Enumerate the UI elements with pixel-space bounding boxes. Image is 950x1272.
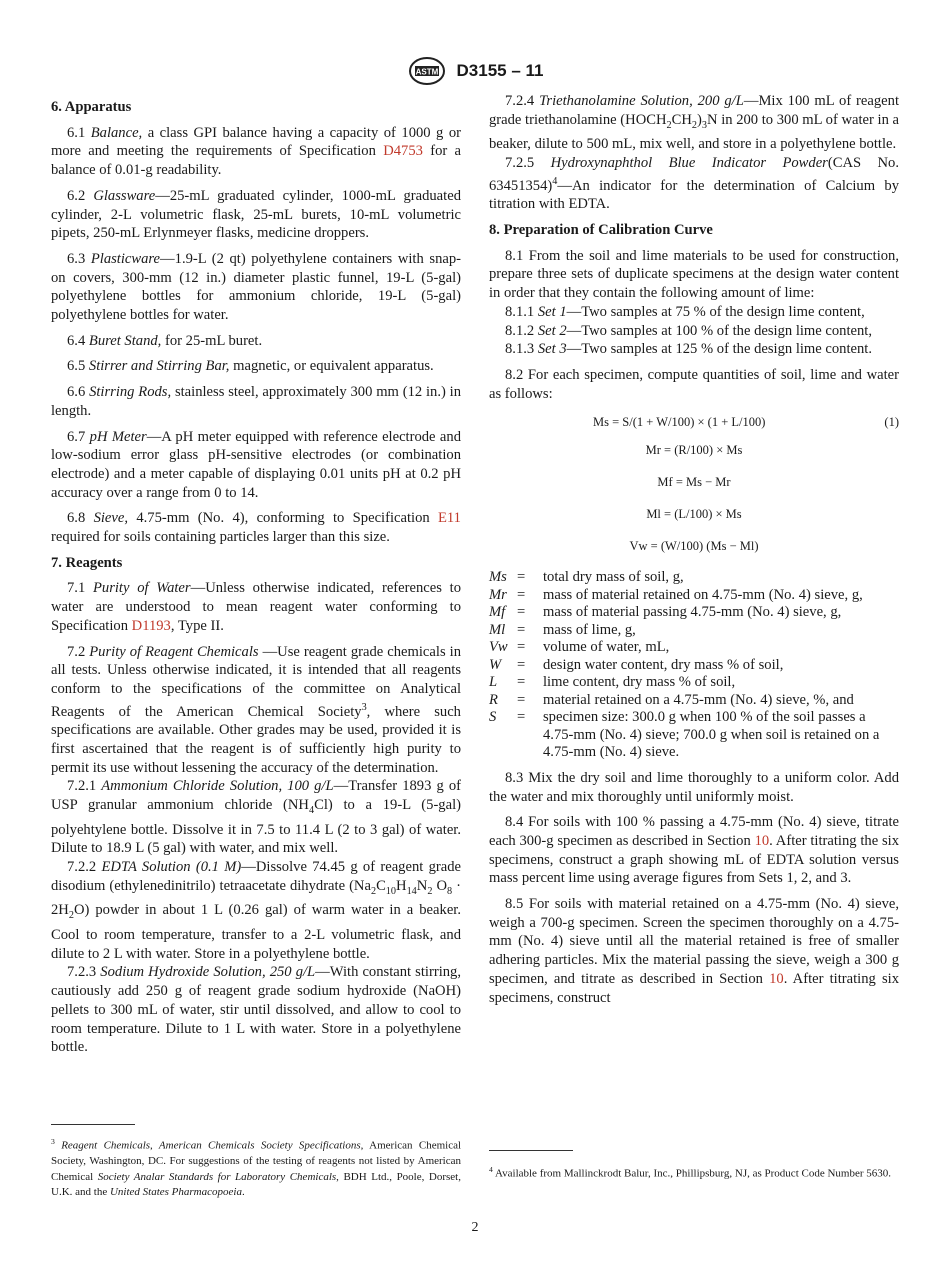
para-6-8: 6.8 Sieve, 4.75-mm (No. 4), conforming to Specification E11 required for soils containing particles larger than this size. (51, 510, 461, 546)
footnote-ref-3: 3 (361, 701, 367, 713)
link-d1193[interactable]: D1193 (131, 617, 171, 634)
document-id: D3155 – 11 (456, 61, 544, 80)
link-e11[interactable]: E11 (438, 510, 461, 527)
equation-ml: Ml = (L/100) × Ms (646, 507, 742, 522)
para-7-2: 7.2 Purity of Reagent Chemicals —Use reagent grade chemicals in all tests. Unless otherwise indicated, it is intended that all reagents conform to the specifications of the committee on Analytical Reagents of the American Chemical Society$^3$, where such specifications are available. Other grades may be used, provided it is first ascertained that the reagent is of sufficiently high purity to permit its use without lessening the accuracy of the determination. (51, 643, 461, 776)
para-8-4: 8.4 For soils with 100 % passing a 4.75-mm (No. 4) sieve, titrate each 300-g specimen as described in Section 10. After titrating the six specimens, construct a graph showing mL of EDTA solution versus mass percent lime using average figures from Sets 1, 2, and 3. (489, 814, 899, 887)
footnote-3: $^3$ Reagent Chemicals, American Chemicals Society Specifications, American Chemical Society, Washington, DC. For suggestions of the testing of reagents not listed by American Chemical Society Analar Standards for Laboratory Chemicals, BDH Ltd., Poole, Dorset, U.K. and the United States Pharmacopoeia. (51, 1137, 462, 1199)
para-7-2-2: 7.2.2 EDTA Solution (0.1 M)—Dissolve 74.45 g of reagent grade disodium (ethylenedinitrilo) tetraacetate dihydrate ($Na_2C_{10}H_{14}N_2$ $O_8 \cdot 2H_2O$) powder in about 1 L (0.26 gal) of warm water in a beaker. Cool to room temperature, transfer to a 2-L volumetric flask, and dilute to 2 L with water. Store in a polyethylene bottle. (51, 859, 461, 962)
variable-row: Ms = total dry mass of soil, g, (489, 569, 684, 586)
svg-text:ASTM: ASTM (415, 67, 438, 77)
para-8-2: 8.2 For each specimen, compute quantities of soil, lime and water as follows: (489, 366, 899, 402)
para-8-1-3: 8.1.3 Set 3—Two samples at 125 % of the design lime content. (505, 341, 873, 358)
para-6-3: 6.3 Plasticware—1.9-L (2 qt) polyethylene containers with snap-on covers, 300-mm (12 in.) diameter plastic funnel, 19-L (5-gal) polyethylene bottles for ammonium chloride, 19-L (5-gal) polyethylene bottles for water. (51, 250, 461, 324)
equation-1 (489, 407, 899, 435)
variable-row: W = design water content, dry mass % of soil, (489, 656, 784, 673)
variable-row: Mf = mass of material passing 4.75-mm (No. 4) sieve, g, (489, 604, 842, 621)
variable-row: Mr = mass of material retained on 4.75-mm (No. 4) sieve, g, (489, 586, 863, 603)
para-7-2-5: 7.2.5 Hydroxynaphthol Blue Indicator Powder(CAS No. 63451354)$^4$—An indicator for the determination of Calcium by titration with EDTA. (489, 155, 899, 213)
para-8-1: 8.1 From the soil and lime materials to be used for construction, prepare three sets of duplicate specimens at the design water content in order that they contain the following amount of lime: (489, 247, 899, 302)
para-6-5: 6.5 Stirrer and Stirring Bar, magnetic, or equivalent apparatus. (67, 358, 434, 375)
equation-1-number: (1) (884, 415, 899, 430)
para-8-1-2: 8.1.2 Set 2—Two samples at 100 % of the design lime content, (505, 322, 873, 339)
variable-row: S = specimen size: 300.0 g when 100 % of the soil passes a 4.75-mm (No. 4) sieve; 700.0 g when soil is retained on a 4.75-mm (No. 4) sieve. (489, 709, 880, 761)
para-6-4: 6.4 Buret Stand, for 25-mL buret. (67, 332, 263, 349)
para-7-1: 7.1 Purity of Water—Unless otherwise indicated, references to water are understood to mean reagent water conforming to Specification D1193, Type II. (51, 580, 461, 634)
link-d4753[interactable]: D4753 (383, 143, 423, 160)
para-6-7: 6.7 pH Meter—A pH meter equipped with reference electrode and low-sodium error glass pH-sensitive electrodes (or combination electrode) and a meter capable of displaying 0.01 units pH at 0.2 pH accuracy over a range from 0 to 14. (51, 428, 461, 501)
equation-vw: Vw = (W/100) (Ms − Ml) (629, 539, 759, 554)
section-6-heading: 6. Apparatus (51, 99, 132, 115)
para-6-6: 6.6 Stirring Rods, stainless steel, approximately 300 mm (12 in.) in length. (51, 384, 461, 419)
variable-row: L = lime content, dry mass % of soil, (489, 674, 736, 691)
equation-1-body: Ms = S/(1 + W/100) × (1 + L/100) (593, 415, 766, 430)
footnote-divider-left (51, 1124, 135, 1125)
right-column (489, 92, 899, 1014)
para-7-2-4: 7.2.4 Triethanolamine Solution, 200 g/L—Mix 100 mL of reagent grade triethanolamine $(HOCH_2CH_2)_3N$ in 200 to 300 mL of water in a beaker, dilute to 500 mL, mix well, and store in a polyethylene bottle. (489, 93, 900, 153)
footnote-ref-4: 4 (552, 175, 558, 187)
equation-mr: Mr = (R/100) × Ms (645, 443, 743, 458)
page-header (0, 56, 950, 86)
left-column (51, 92, 461, 1057)
para-6-2: 6.2 Glassware—25-mL graduated cylinder, 1000-mL graduated cylinder, 2-L volumetric flask, 25-mL burets, 10-mL volumetric pipets, 250-mL Erlynmeyer flasks, medicine droppers. (51, 187, 461, 242)
astm-logo-icon (407, 56, 447, 86)
para-7-2-3: 7.2.3 Sodium Hydroxide Solution, 250 g/L—With constant stirring, cautiously add 250 g of reagent grade sodium hydroxide (NaOH) pellets to 300 mL of water, stir until dissolved, and allow to cool to room temperature. Dilute to 1 L with water. Store in a polyethylene bottle. (51, 964, 461, 1056)
section-8-heading: 8. Preparation of Calibration Curve (489, 221, 713, 238)
variable-row: R = material retained on a 4.75-mm (No. 4) sieve, %, and (489, 691, 854, 708)
para-8-3: 8.3 Mix the dry soil and lime thoroughly to a uniform color. Add the water and mix thoroughly until uniformly moist. (489, 769, 899, 805)
para-7-2-1: 7.2.1 Ammonium Chloride Solution, 100 g/L—Transfer 1893 g of USP granular ammonium chloride $(NH_4Cl)$ to a 19-L (5-gal) polyehtylene bottle. Dissolve it in 7.5 to 11.4 L (2 to 3 gal) of water. Dilute to 18.9 L (5 gal) with water, and mix well. (51, 778, 461, 857)
para-8-1-1: 8.1.1 Set 1—Two samples at 75 % of the design lime content, (505, 303, 865, 320)
page-number: 2 (471, 1220, 479, 1235)
footnote-divider-right (489, 1150, 573, 1151)
variable-row: Vw = volume of water, mL, (489, 639, 670, 656)
footnote-4: $^4$ Available from Mallinckrodt Balur, Inc., Phillipsburg, NJ, as Product Code Number 5630. (489, 1165, 892, 1180)
link-section-10[interactable]: 10 (769, 970, 784, 987)
equation-mf: Mf = Ms − Mr (657, 475, 731, 490)
link-section-10[interactable]: 10 (754, 832, 770, 849)
variable-definitions (489, 569, 899, 762)
variable-row: Ml = mass of lime, g, (489, 621, 636, 638)
para-8-5: 8.5 For soils with material retained on a 4.75-mm (No. 4) sieve, weigh a 700-g specimen. Screen the specimen thoroughly on a 4.75-mm (No. 4) sieve until all the material retained is free of smaller adhering particles. Mix the material passing the sieve, weigh a 300 g specimen, and titrate as described in Section 10. After titrating six specimens, construct (489, 896, 899, 1006)
para-6-1: 6.1 Balance, a class GPI balance having a capacity of 1000 g or more and meeting the requirements of Specification D4753 for a balance of 0.01-g readability. (51, 124, 461, 179)
section-7-heading: 7. Reagents (51, 554, 123, 571)
